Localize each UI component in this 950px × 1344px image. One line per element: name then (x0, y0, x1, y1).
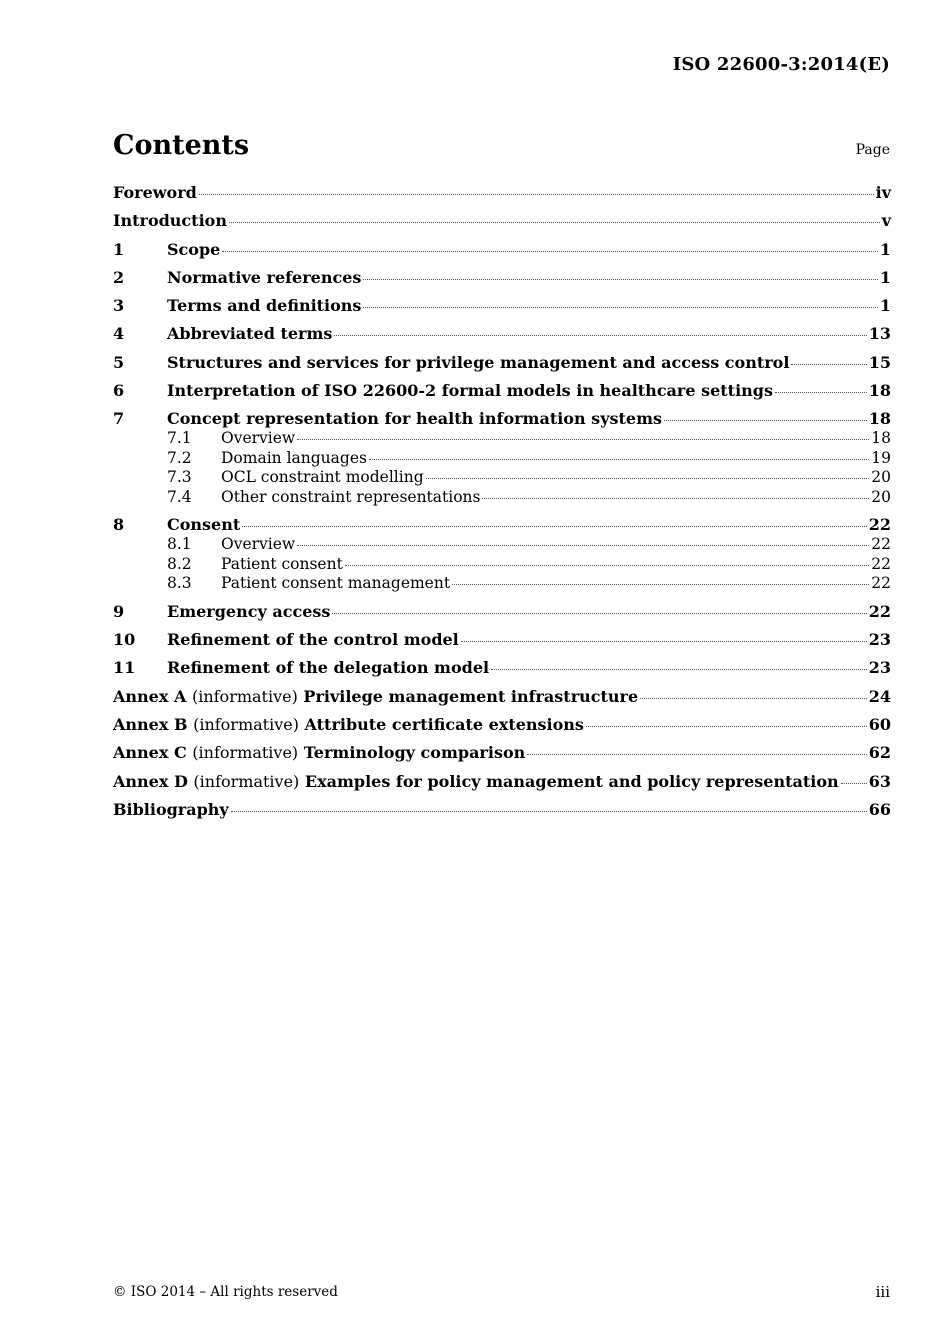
toc-entry-number: 10 (113, 630, 136, 650)
toc-entry[interactable] (113, 515, 891, 535)
toc-entry[interactable] (113, 743, 891, 763)
toc-entry-page: 62 (868, 743, 891, 763)
annex-label: Annex C (113, 743, 187, 763)
toc-entry[interactable] (113, 449, 891, 468)
toc-entry-number: 6 (113, 381, 125, 401)
annex-label: Annex B (113, 715, 188, 734)
toc-entry[interactable] (113, 296, 891, 316)
toc-entry[interactable] (113, 687, 891, 707)
copyright-notice: © ISO 2014 – All rights reserved (113, 1284, 338, 1300)
toc-entry-title: Abbreviated terms (167, 324, 333, 344)
toc-entry-number: 7.2 (167, 448, 192, 467)
toc-entry-page: 23 (868, 630, 891, 650)
toc-entry-title: Structures and services for privilege management and access control (167, 352, 790, 372)
toc-entry[interactable] (113, 715, 891, 735)
toc-entry-number: 2 (113, 267, 125, 287)
toc-entry-page: 18 (871, 429, 891, 448)
toc-entry-title: Concept representation for health information systems (167, 409, 662, 429)
toc-entry-page: 20 (871, 487, 891, 506)
dot-leader (586, 725, 867, 727)
dot-leader (334, 334, 866, 336)
toc-entry-number: 8.2 (167, 554, 192, 573)
dot-leader (297, 544, 869, 546)
toc-entry-title: Refinement of the delegation model (167, 658, 490, 678)
dot-leader (231, 810, 867, 812)
toc-entry-title: Overview (221, 535, 296, 554)
dot-leader (297, 438, 869, 440)
toc-entry-title: Refinement of the control model (167, 630, 459, 650)
toc-entry-title: Emergency access (167, 601, 331, 621)
toc-entry-title (113, 715, 584, 735)
annex-title: Examples for policy management and policy representation (304, 771, 839, 791)
toc-entry[interactable] (113, 800, 891, 820)
toc-entry-number: 8 (113, 515, 125, 535)
toc-entry[interactable] (113, 381, 891, 401)
toc-entry-page: 22 (868, 601, 891, 621)
toc-entry[interactable] (113, 211, 891, 231)
toc-entry-page: 13 (868, 324, 891, 344)
table-of-contents (113, 183, 891, 820)
annex-informative-note: (informative) (191, 686, 298, 706)
toc-entry-page: 18 (868, 381, 891, 401)
toc-entry-number: 7.1 (167, 429, 192, 448)
toc-entry[interactable] (113, 324, 891, 344)
annex-label: Annex A (113, 686, 187, 706)
dot-leader (482, 497, 869, 499)
annex-informative-note: (informative) (192, 743, 299, 763)
toc-entry-page: 15 (868, 352, 891, 372)
toc-entry[interactable] (113, 488, 891, 507)
toc-entry[interactable] (113, 240, 891, 260)
toc-entry-page: 1 (879, 296, 891, 316)
toc-entry[interactable] (113, 555, 891, 574)
toc-entry-title: Introduction (113, 211, 227, 231)
toc-entry-page: 22 (868, 515, 891, 535)
toc-entry-number: 5 (113, 352, 125, 372)
toc-entry[interactable] (113, 353, 891, 373)
toc-entry-page: 19 (871, 448, 891, 467)
toc-entry-title: OCL constraint modelling (221, 468, 424, 487)
dot-leader (345, 564, 869, 566)
toc-entry-title: Other constraint representations (221, 487, 481, 506)
toc-entry-page: v (881, 211, 891, 231)
toc-entry-title: Overview (221, 429, 296, 448)
toc-entry[interactable] (113, 772, 891, 792)
page-title: Contents (113, 130, 250, 161)
toc-entry-title: Normative references (167, 267, 362, 287)
toc-entry-page: 18 (868, 409, 891, 429)
annex-informative-note: (informative) (193, 771, 300, 791)
dot-leader (664, 419, 867, 421)
toc-entry-title: Patient consent management (221, 574, 451, 593)
toc-entry-title: Interpretation of ISO 22600-2 formal models in healthcare settings (167, 381, 773, 401)
dot-leader (461, 640, 867, 642)
toc-entry-page: iv (875, 183, 891, 202)
toc-entry-title: Terms and definitions (167, 296, 362, 316)
dot-leader (791, 363, 866, 365)
toc-entry-page: 24 (868, 686, 891, 706)
toc-entry-page: 22 (871, 535, 891, 554)
toc-entry-title: Patient consent (221, 554, 343, 573)
toc-entry[interactable] (113, 268, 891, 288)
dot-leader (363, 278, 877, 280)
toc-entry-number: 4 (113, 324, 125, 344)
toc-entry[interactable] (113, 535, 891, 554)
toc-entry-title: Scope (167, 239, 221, 259)
dot-leader (491, 668, 867, 670)
toc-entry[interactable] (113, 574, 891, 593)
dot-leader (229, 221, 880, 223)
dot-leader (363, 306, 877, 308)
toc-entry-number: 8.1 (167, 535, 192, 554)
toc-entry-title: Bibliography (113, 799, 229, 819)
toc-entry-number: 9 (113, 601, 125, 621)
dot-leader (426, 477, 870, 479)
document-identifier: ISO 22600-3:2014(E) (672, 54, 890, 75)
toc-entry-number: 8.3 (167, 574, 192, 593)
dot-leader (527, 753, 866, 755)
toc-entry-page: 22 (871, 554, 891, 573)
toc-entry-page: 20 (871, 468, 891, 487)
toc-entry-number: 11 (113, 658, 136, 678)
toc-entry[interactable] (113, 409, 891, 429)
annex-title: Terminology comparison (303, 743, 526, 763)
annex-label: Annex D (113, 771, 188, 791)
toc-entry-number: 1 (113, 239, 125, 259)
toc-entry-title (113, 772, 839, 792)
toc-entry-number: 7 (113, 409, 125, 429)
page-column-label: Page (855, 142, 890, 158)
toc-entry-page: 1 (879, 267, 891, 287)
toc-entry[interactable] (113, 602, 891, 622)
toc-entry-title: Domain languages (221, 448, 367, 467)
dot-leader (841, 782, 867, 784)
annex-title: Attribute certificate extensions (304, 715, 584, 734)
toc-entry[interactable] (113, 658, 891, 678)
toc-entry-page: 60 (868, 715, 891, 734)
dot-leader (242, 525, 866, 527)
dot-leader (452, 583, 869, 585)
toc-entry-number: 7.4 (167, 487, 192, 506)
toc-entry-title (113, 687, 638, 707)
toc-entry[interactable] (113, 630, 891, 650)
dot-leader (199, 193, 874, 195)
toc-entry[interactable] (113, 183, 891, 203)
toc-entry[interactable] (113, 468, 891, 487)
toc-entry[interactable] (113, 429, 891, 448)
annex-informative-note: (informative) (193, 715, 299, 734)
toc-entry-title (113, 743, 525, 763)
toc-entry-page: 1 (879, 239, 891, 259)
dot-leader (332, 612, 866, 614)
dot-leader (222, 250, 878, 252)
toc-entry-page: 23 (868, 658, 891, 678)
toc-entry-title: Consent (167, 515, 241, 535)
toc-entry-title: Foreword (113, 183, 197, 202)
dot-leader (640, 697, 867, 699)
toc-entry-number: 7.3 (167, 468, 192, 487)
toc-entry-number: 3 (113, 296, 125, 316)
toc-entry-page: 63 (868, 771, 891, 791)
toc-entry-page: 22 (871, 574, 891, 593)
annex-title: Privilege management infrastructure (303, 686, 639, 706)
page-number: iii (875, 1283, 890, 1301)
dot-leader (369, 458, 869, 460)
dot-leader (775, 391, 867, 393)
toc-entry-page: 66 (868, 799, 891, 819)
